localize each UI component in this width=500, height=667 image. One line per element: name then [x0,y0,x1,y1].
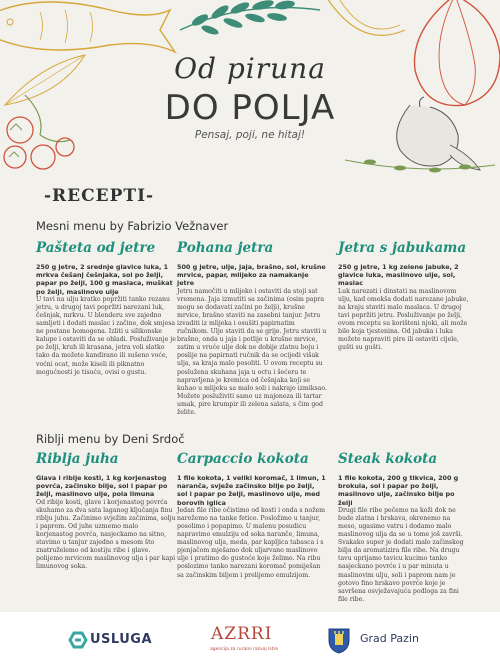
recipe-card [338,240,470,352]
herb-illustration [175,0,325,50]
recipe-card [36,451,176,571]
menu-title-fish: Riblji menu by Deni Srdoč [36,432,185,446]
recipe-method: U tavi na ulju kratko popržiti tanko rezanu jetru, u drugoj tavi popržiti narezani luk, češnjak, mrkvu. U blenderu sve zajedno samljeti i dodati maslac i začine, dok smjesa ne postane homogena. Izliti u silikonske kalupe i ostaviti da se ohladi. Posluživanje je po želji, kruh ili krasana, jetra voli slatko tako da možete kandirano ili sušeno voće, voćni ocat, može kiseli ili piknatno mogućnosti je tisuću, ovisi o gustu. [36,295,176,376]
recipe-method: Od ribije kosti, glave i korjenastog povrća skuhamo za dva sata laganog ključanja finu riblju juhu. Začinimo svježim začinima, solju i paprom. Od juhe uzmemo malo korjenastog povrća, nasjeckamo na sitno, stavimo u tanjur zajedno s mesom što znatruželemo od kostiju ribe i glave. polijemo mrvicom maslinovog ulja i par kapi limunovog soka. [36,498,176,571]
page-title: DO POLJA [164,88,336,128]
usluga-logo-icon [68,630,88,650]
recipe-ingredients: Glava i riblje kosti, 1 kg korjenastog povrća, začinsko bilje, sol i papar po želji, maslinovo ulje, pola limuna [36,474,168,499]
recipe-title: Jetra s jabukama [338,240,467,256]
recipe-method: Luk narezati i dinstati na maslinovom ulju, kad omekša dodati narezane jabuke, na kraju staviti malo maslaca. U drugoj tavi popržiti jetru. Posluživanje po želji, ovom receptu su korišteni njoki, ali može bilo koja tjestenina. Od jabuka i luka možete napraviti pire ili ostaviti cijele, gušti su gušti. [338,287,469,352]
recipe-title: Carpaccio kokota [177,451,309,467]
header [0,0,500,180]
recipe-title: Pašteta od jetre [36,240,156,256]
recipe-ingredients: 1 file kokota, 200 g tikvica, 200 g brokula, sol i papar po želji, maslinovo ulje, začinsko bilje po želji [338,474,459,507]
recipe-card [36,240,176,377]
usluga-logo-text: USLUGA [90,632,153,647]
sprig-illustration [340,150,500,180]
recipe-method: Jedan file ribe očistimo od kosti i onda s nožem narežemo na tanke fetice. Posložimo u tanjur, posolimo i popapimo. U malenu posudicu napravimo emulziju od soka naranče, limuna, maslinovog ulja, meda, par kapljica tabasca i s pjenjačom mješamo dok uljarvano maslinovo ulje i pratimo do gustoće koje želimo. Na ribu poslozimo tanko narezani koromač pomiješan sa začinskim biljem i preliјemo emulzijom. [177,506,326,579]
section-heading: -RECEPTI- [44,186,155,206]
recipe-method: Jetru namočiti u mlijeko i ostaviti da stoji sat vremena. Jaja izmutiti sa začinima (osim papra mogu se dodavati začini po želji), krušne mrvice, brašno staviti na zasebni tanjur. Jetru izvaditi iz mlijeka i osušiti papirnatim ručnikom. Ulje staviti da se grije. Jetru staviti u brašno, onda u jaja i potlije u krušne mrvice, zatim u vruće ulje dok ne dobije zlatnu boju i poslije na papirnati ručnik da se ocijedi višak ulja, sa kraja malo posoliti. U ovom receptu su posluženа skuhana jaja u octu i šećeru te napravljena je kremica od češnjaka koji se kuhao u mlijeku sa malo soli i nakrajo izmiksao. Možete posluživiti samo uz majoneza ili tartar umak, pire krumpir ili zelena salata, s čim god želite. [177,287,327,417]
recipe-ingredients: 250 g jetre, 2 srednje glavice luka, 1 mrkva češanj češnjaka, sol po želji, papar po želji, 100 g maslaca, muškat po želji, maslinovo ulje [36,263,173,296]
recipe-title: Pohana jetra [177,240,274,256]
footer-logos [0,612,500,667]
azrri-logo-text: AZRRI [211,624,273,644]
pazin-crest-icon [326,626,352,654]
recipe-method: Drugi file ribe pečemo na koži dok ne bude zlatna i hrskava, okrenemo na meso, ugasimo vatru i dodamo malo maslinovog ulja da se u tome još završi. Svakako super je dodati malo začinskog bilja da aromatizira file ribe. Na drugu tavu uprijamo tavicu kucimo tanko nasjeckano povrće i u par minuta u maslinovim ulju, soli i paprom nam je gotovo fino hrskavo povrće koje je savršena osvježavajuća podloga za fini file ribe. [338,506,464,603]
recipe-card [338,451,470,604]
recipe-ingredients: 500 g jetre, ulje, jaja, brašno, sol, krušne mrvice, papar, mlijeko za namakanje jetre [177,263,326,288]
recipe-title: Steak kokota [338,451,438,467]
azrri-subtitle: agencija za ruralni razvoj Istre [209,647,279,652]
recipe-ingredients: 1 file kokota, 1 veliki koromač, 1 limun, 1 naranča, svježe začinsko bilje po želji, sol i papar po želji, maslinovo ulje, med borovih iglica [177,474,326,507]
recipe-card [177,240,327,417]
tagline: Pensaj, poji, ne hitaj! [194,129,306,141]
recipe-ingredients: 250 g jetre, 1 kg zelene jabuke, 2 glavice luka, maslinovo ulje, sol, maslac [338,263,459,288]
recipe-title: Riblja juha [36,451,119,467]
pazin-logo-text: Grad Pazin [360,632,419,645]
menu-title-meat: Mesni menu by Fabrizio Vežnaver [36,219,229,233]
recipe-card [177,451,327,580]
title-script: Od piruna [174,52,326,85]
